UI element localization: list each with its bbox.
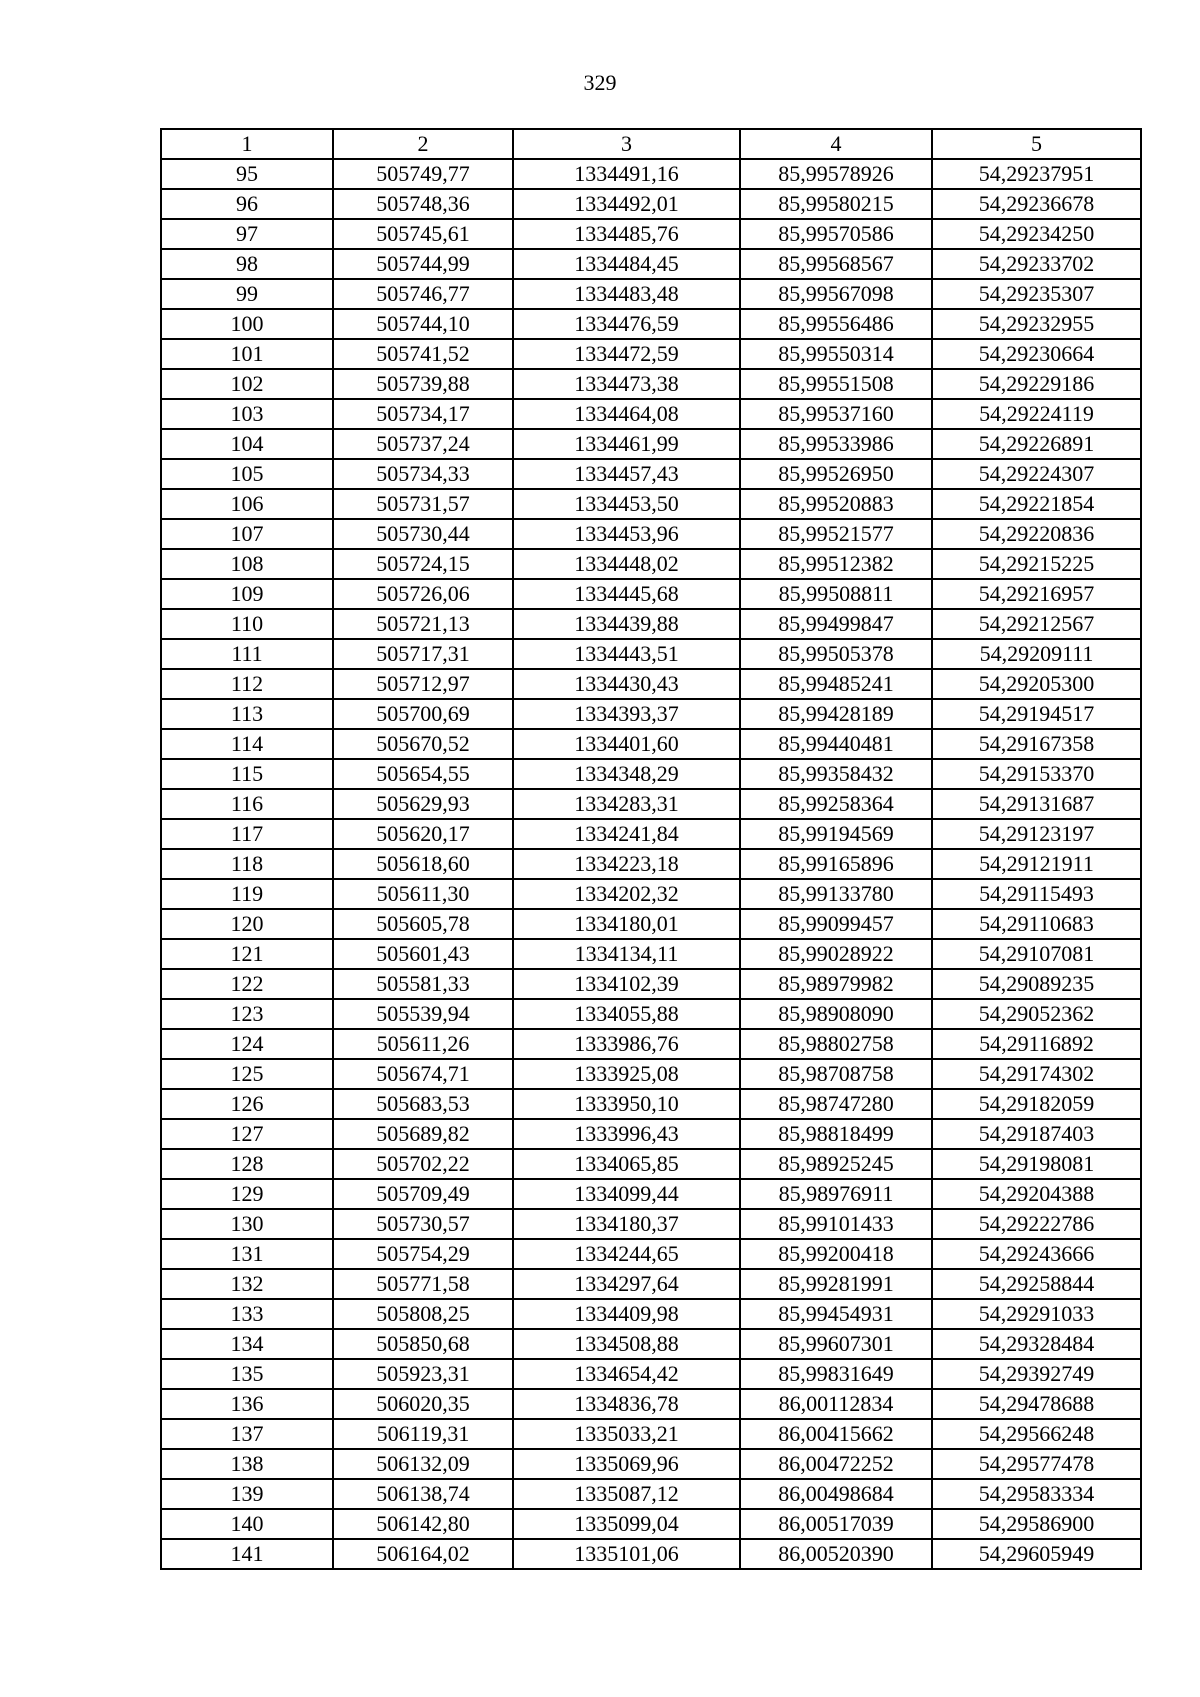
table-cell-col-4: 85,99831649 bbox=[740, 1359, 932, 1389]
table-cell-col-2: 505724,15 bbox=[333, 549, 513, 579]
header-col-4: 4 bbox=[740, 129, 932, 159]
table-cell-col-1: 123 bbox=[161, 999, 333, 1029]
table-row bbox=[161, 579, 1141, 609]
table-row bbox=[161, 549, 1141, 579]
table-row bbox=[161, 1119, 1141, 1149]
header-row bbox=[161, 129, 1141, 159]
table-cell-col-5: 54,29167358 bbox=[932, 729, 1141, 759]
table-cell-col-3: 1334445,68 bbox=[513, 579, 740, 609]
table-cell-col-1: 140 bbox=[161, 1509, 333, 1539]
table-cell-col-3: 1334180,01 bbox=[513, 909, 740, 939]
table-row bbox=[161, 429, 1141, 459]
table-cell-col-5: 54,29209111 bbox=[932, 639, 1141, 669]
table-cell-col-3: 1334244,65 bbox=[513, 1239, 740, 1269]
table-cell-col-4: 85,99194569 bbox=[740, 819, 932, 849]
table-cell-col-5: 54,29110683 bbox=[932, 909, 1141, 939]
table-cell-col-1: 101 bbox=[161, 339, 333, 369]
table-cell-col-4: 85,99550314 bbox=[740, 339, 932, 369]
table-cell-col-4: 86,00517039 bbox=[740, 1509, 932, 1539]
table-row bbox=[161, 1029, 1141, 1059]
table-cell-col-3: 1333996,43 bbox=[513, 1119, 740, 1149]
table-cell-col-3: 1334483,48 bbox=[513, 279, 740, 309]
table-cell-col-2: 505730,57 bbox=[333, 1209, 513, 1239]
table-cell-col-5: 54,29566248 bbox=[932, 1419, 1141, 1449]
table-row bbox=[161, 339, 1141, 369]
table-cell-col-5: 54,29123197 bbox=[932, 819, 1141, 849]
table-row bbox=[161, 1449, 1141, 1479]
table-cell-col-5: 54,29605949 bbox=[932, 1539, 1141, 1569]
table-cell-col-5: 54,29052362 bbox=[932, 999, 1141, 1029]
table-cell-col-5: 54,29229186 bbox=[932, 369, 1141, 399]
table-cell-col-4: 85,99440481 bbox=[740, 729, 932, 759]
table-cell-col-5: 54,29205300 bbox=[932, 669, 1141, 699]
table-cell-col-4: 85,99570586 bbox=[740, 219, 932, 249]
table-cell-col-1: 96 bbox=[161, 189, 333, 219]
table-cell-col-5: 54,29116892 bbox=[932, 1029, 1141, 1059]
table-cell-col-3: 1335033,21 bbox=[513, 1419, 740, 1449]
table-row bbox=[161, 1359, 1141, 1389]
table-row bbox=[161, 519, 1141, 549]
table-cell-col-3: 1334134,11 bbox=[513, 939, 740, 969]
table-cell-col-2: 505605,78 bbox=[333, 909, 513, 939]
table-cell-col-2: 505674,71 bbox=[333, 1059, 513, 1089]
table-cell-col-4: 85,99568567 bbox=[740, 249, 932, 279]
table-row bbox=[161, 999, 1141, 1029]
table-cell-col-1: 99 bbox=[161, 279, 333, 309]
table-cell-col-1: 122 bbox=[161, 969, 333, 999]
table-cell-col-2: 505702,22 bbox=[333, 1149, 513, 1179]
table-cell-col-4: 85,99537160 bbox=[740, 399, 932, 429]
table-cell-col-5: 54,29204388 bbox=[932, 1179, 1141, 1209]
table-cell-col-5: 54,29198081 bbox=[932, 1149, 1141, 1179]
table-cell-col-2: 505726,06 bbox=[333, 579, 513, 609]
table-cell-col-1: 117 bbox=[161, 819, 333, 849]
table-cell-col-4: 85,99258364 bbox=[740, 789, 932, 819]
table-cell-col-2: 505700,69 bbox=[333, 699, 513, 729]
table-cell-col-4: 85,98908090 bbox=[740, 999, 932, 1029]
table-cell-col-1: 111 bbox=[161, 639, 333, 669]
table-cell-col-2: 505746,77 bbox=[333, 279, 513, 309]
table-cell-col-2: 505741,52 bbox=[333, 339, 513, 369]
table-cell-col-2: 505748,36 bbox=[333, 189, 513, 219]
table-cell-col-5: 54,29222786 bbox=[932, 1209, 1141, 1239]
table-cell-col-2: 505734,33 bbox=[333, 459, 513, 489]
table-cell-col-1: 119 bbox=[161, 879, 333, 909]
table-cell-col-1: 112 bbox=[161, 669, 333, 699]
table-cell-col-1: 131 bbox=[161, 1239, 333, 1269]
table-cell-col-1: 110 bbox=[161, 609, 333, 639]
table-cell-col-4: 85,99567098 bbox=[740, 279, 932, 309]
table-cell-col-2: 506020,35 bbox=[333, 1389, 513, 1419]
table-cell-col-1: 97 bbox=[161, 219, 333, 249]
table-cell-col-1: 133 bbox=[161, 1299, 333, 1329]
table-cell-col-5: 54,29182059 bbox=[932, 1089, 1141, 1119]
table-cell-col-1: 130 bbox=[161, 1209, 333, 1239]
table-cell-col-2: 506132,09 bbox=[333, 1449, 513, 1479]
table-row bbox=[161, 819, 1141, 849]
table-cell-col-4: 85,99580215 bbox=[740, 189, 932, 219]
table-cell-col-1: 106 bbox=[161, 489, 333, 519]
table-cell-col-1: 127 bbox=[161, 1119, 333, 1149]
table-cell-col-4: 85,99428189 bbox=[740, 699, 932, 729]
table-cell-col-4: 86,00520390 bbox=[740, 1539, 932, 1569]
table-cell-col-3: 1334393,37 bbox=[513, 699, 740, 729]
table-row bbox=[161, 1179, 1141, 1209]
table-row bbox=[161, 1299, 1141, 1329]
table-cell-col-4: 85,99454931 bbox=[740, 1299, 932, 1329]
header-col-1: 1 bbox=[161, 129, 333, 159]
table-cell-col-5: 54,29220836 bbox=[932, 519, 1141, 549]
table-cell-col-1: 116 bbox=[161, 789, 333, 819]
table-cell-col-4: 85,99200418 bbox=[740, 1239, 932, 1269]
table-cell-col-4: 85,99520883 bbox=[740, 489, 932, 519]
table-cell-col-4: 85,99533986 bbox=[740, 429, 932, 459]
table-cell-col-1: 139 bbox=[161, 1479, 333, 1509]
table-cell-col-2: 505749,77 bbox=[333, 159, 513, 189]
table-cell-col-1: 132 bbox=[161, 1269, 333, 1299]
table-cell-col-3: 1334508,88 bbox=[513, 1329, 740, 1359]
table-cell-col-3: 1334473,38 bbox=[513, 369, 740, 399]
table-cell-col-5: 54,29107081 bbox=[932, 939, 1141, 969]
table-row bbox=[161, 969, 1141, 999]
table-cell-col-3: 1333986,76 bbox=[513, 1029, 740, 1059]
table-cell-col-1: 107 bbox=[161, 519, 333, 549]
table-cell-col-3: 1334836,78 bbox=[513, 1389, 740, 1419]
table-row bbox=[161, 789, 1141, 819]
table-cell-col-4: 85,98802758 bbox=[740, 1029, 932, 1059]
table-cell-col-5: 54,29121911 bbox=[932, 849, 1141, 879]
table-cell-col-3: 1334654,42 bbox=[513, 1359, 740, 1389]
table-cell-col-1: 102 bbox=[161, 369, 333, 399]
table-cell-col-5: 54,29226891 bbox=[932, 429, 1141, 459]
table-cell-col-4: 85,99526950 bbox=[740, 459, 932, 489]
table-cell-col-4: 85,98925245 bbox=[740, 1149, 932, 1179]
table-cell-col-2: 505629,93 bbox=[333, 789, 513, 819]
table-row bbox=[161, 1419, 1141, 1449]
table-row bbox=[161, 279, 1141, 309]
table-cell-col-1: 103 bbox=[161, 399, 333, 429]
table-cell-col-1: 95 bbox=[161, 159, 333, 189]
table-cell-col-3: 1334464,08 bbox=[513, 399, 740, 429]
table-cell-col-2: 505683,53 bbox=[333, 1089, 513, 1119]
table-cell-col-2: 505771,58 bbox=[333, 1269, 513, 1299]
table-cell-col-2: 505539,94 bbox=[333, 999, 513, 1029]
table-cell-col-1: 134 bbox=[161, 1329, 333, 1359]
table-cell-col-3: 1334099,44 bbox=[513, 1179, 740, 1209]
table-row bbox=[161, 879, 1141, 909]
table-cell-col-3: 1334453,96 bbox=[513, 519, 740, 549]
table-cell-col-1: 105 bbox=[161, 459, 333, 489]
table-cell-col-4: 86,00415662 bbox=[740, 1419, 932, 1449]
table-cell-col-5: 54,29089235 bbox=[932, 969, 1141, 999]
table-cell-col-5: 54,29392749 bbox=[932, 1359, 1141, 1389]
table-cell-col-2: 505717,31 bbox=[333, 639, 513, 669]
header-col-3: 3 bbox=[513, 129, 740, 159]
table-cell-col-4: 85,99499847 bbox=[740, 609, 932, 639]
table-row bbox=[161, 759, 1141, 789]
table-row bbox=[161, 1389, 1141, 1419]
table-row bbox=[161, 669, 1141, 699]
table-cell-col-3: 1334348,29 bbox=[513, 759, 740, 789]
table-cell-col-1: 125 bbox=[161, 1059, 333, 1089]
table-cell-col-3: 1333950,10 bbox=[513, 1089, 740, 1119]
table-cell-col-5: 54,29224307 bbox=[932, 459, 1141, 489]
table-cell-col-4: 86,00472252 bbox=[740, 1449, 932, 1479]
table-cell-col-4: 85,99281991 bbox=[740, 1269, 932, 1299]
table-row bbox=[161, 1329, 1141, 1359]
table-row bbox=[161, 159, 1141, 189]
table-cell-col-2: 505739,88 bbox=[333, 369, 513, 399]
table-cell-col-5: 54,29215225 bbox=[932, 549, 1141, 579]
table-cell-col-2: 506119,31 bbox=[333, 1419, 513, 1449]
table-cell-col-2: 505744,99 bbox=[333, 249, 513, 279]
table-cell-col-3: 1334055,88 bbox=[513, 999, 740, 1029]
table-row bbox=[161, 909, 1141, 939]
table-cell-col-3: 1334461,99 bbox=[513, 429, 740, 459]
table-cell-col-4: 85,99551508 bbox=[740, 369, 932, 399]
table-row bbox=[161, 1149, 1141, 1179]
table-cell-col-5: 54,29131687 bbox=[932, 789, 1141, 819]
table-row bbox=[161, 189, 1141, 219]
table-cell-col-5: 54,29291033 bbox=[932, 1299, 1141, 1329]
table-cell-col-1: 114 bbox=[161, 729, 333, 759]
table-cell-col-2: 505709,49 bbox=[333, 1179, 513, 1209]
table-cell-col-3: 1333925,08 bbox=[513, 1059, 740, 1089]
table-cell-col-1: 118 bbox=[161, 849, 333, 879]
table-cell-col-5: 54,29174302 bbox=[932, 1059, 1141, 1089]
table-cell-col-3: 1335087,12 bbox=[513, 1479, 740, 1509]
table-cell-col-5: 54,29115493 bbox=[932, 879, 1141, 909]
table-cell-col-5: 54,29153370 bbox=[932, 759, 1141, 789]
table-cell-col-3: 1335099,04 bbox=[513, 1509, 740, 1539]
page-number: 329 bbox=[583, 70, 617, 95]
table-row bbox=[161, 1239, 1141, 1269]
table-cell-col-4: 85,99358432 bbox=[740, 759, 932, 789]
table-cell-col-4: 85,99101433 bbox=[740, 1209, 932, 1239]
table-cell-col-1: 136 bbox=[161, 1389, 333, 1419]
table-row bbox=[161, 699, 1141, 729]
table-cell-col-3: 1334283,31 bbox=[513, 789, 740, 819]
table-cell-col-3: 1334241,84 bbox=[513, 819, 740, 849]
table-cell-col-4: 86,00498684 bbox=[740, 1479, 932, 1509]
table-cell-col-1: 113 bbox=[161, 699, 333, 729]
table-cell-col-3: 1334453,50 bbox=[513, 489, 740, 519]
table-cell-col-4: 85,99578926 bbox=[740, 159, 932, 189]
table-cell-col-2: 505923,31 bbox=[333, 1359, 513, 1389]
table-cell-col-2: 506138,74 bbox=[333, 1479, 513, 1509]
table-cell-col-1: 137 bbox=[161, 1419, 333, 1449]
table-cell-col-4: 85,98747280 bbox=[740, 1089, 932, 1119]
table-cell-col-1: 135 bbox=[161, 1359, 333, 1389]
table-cell-col-3: 1334180,37 bbox=[513, 1209, 740, 1239]
table-cell-col-4: 85,99133780 bbox=[740, 879, 932, 909]
table-cell-col-5: 54,29577478 bbox=[932, 1449, 1141, 1479]
table-cell-col-3: 1334409,98 bbox=[513, 1299, 740, 1329]
table-cell-col-3: 1334472,59 bbox=[513, 339, 740, 369]
table-cell-col-1: 120 bbox=[161, 909, 333, 939]
table-cell-col-3: 1334457,43 bbox=[513, 459, 740, 489]
table-cell-col-2: 505670,52 bbox=[333, 729, 513, 759]
table-cell-col-5: 54,29478688 bbox=[932, 1389, 1141, 1419]
table-cell-col-5: 54,29583334 bbox=[932, 1479, 1141, 1509]
table-cell-col-1: 104 bbox=[161, 429, 333, 459]
table-cell-col-5: 54,29243666 bbox=[932, 1239, 1141, 1269]
table-cell-col-3: 1335101,06 bbox=[513, 1539, 740, 1569]
table-cell-col-2: 505721,13 bbox=[333, 609, 513, 639]
table-row bbox=[161, 1539, 1141, 1569]
coordinates-table bbox=[160, 128, 1142, 1570]
table-cell-col-5: 54,29237951 bbox=[932, 159, 1141, 189]
table-cell-col-2: 505850,68 bbox=[333, 1329, 513, 1359]
table-cell-col-3: 1334485,76 bbox=[513, 219, 740, 249]
table-row bbox=[161, 1479, 1141, 1509]
table-cell-col-2: 505744,10 bbox=[333, 309, 513, 339]
table-cell-col-1: 126 bbox=[161, 1089, 333, 1119]
table-row bbox=[161, 849, 1141, 879]
table-cell-col-4: 85,99508811 bbox=[740, 579, 932, 609]
table-cell-col-3: 1334297,64 bbox=[513, 1269, 740, 1299]
table-cell-col-1: 124 bbox=[161, 1029, 333, 1059]
table-cell-col-5: 54,29234250 bbox=[932, 219, 1141, 249]
table-row bbox=[161, 309, 1141, 339]
table-row bbox=[161, 399, 1141, 429]
table-cell-col-1: 100 bbox=[161, 309, 333, 339]
table-cell-col-5: 54,29230664 bbox=[932, 339, 1141, 369]
table-cell-col-2: 506142,80 bbox=[333, 1509, 513, 1539]
table-row bbox=[161, 459, 1141, 489]
table-cell-col-2: 505611,30 bbox=[333, 879, 513, 909]
table-cell-col-4: 85,99556486 bbox=[740, 309, 932, 339]
table-cell-col-5: 54,29212567 bbox=[932, 609, 1141, 639]
table-cell-col-2: 505712,97 bbox=[333, 669, 513, 699]
table-cell-col-5: 54,29233702 bbox=[932, 249, 1141, 279]
table-cell-col-5: 54,29586900 bbox=[932, 1509, 1141, 1539]
table-cell-col-2: 506164,02 bbox=[333, 1539, 513, 1569]
table-cell-col-1: 138 bbox=[161, 1449, 333, 1479]
table-cell-col-2: 505734,17 bbox=[333, 399, 513, 429]
table-row bbox=[161, 1059, 1141, 1089]
table-cell-col-4: 85,98976911 bbox=[740, 1179, 932, 1209]
table-cell-col-2: 505730,44 bbox=[333, 519, 513, 549]
table-row bbox=[161, 1269, 1141, 1299]
table-cell-col-2: 505601,43 bbox=[333, 939, 513, 969]
table-cell-col-3: 1334443,51 bbox=[513, 639, 740, 669]
table-cell-col-2: 505737,24 bbox=[333, 429, 513, 459]
table-cell-col-2: 505731,57 bbox=[333, 489, 513, 519]
table-row bbox=[161, 729, 1141, 759]
table-row bbox=[161, 219, 1141, 249]
table-row bbox=[161, 489, 1141, 519]
table-cell-col-3: 1334448,02 bbox=[513, 549, 740, 579]
table-cell-col-2: 505654,55 bbox=[333, 759, 513, 789]
table-cell-col-4: 85,98979982 bbox=[740, 969, 932, 999]
table-cell-col-5: 54,29194517 bbox=[932, 699, 1141, 729]
table-cell-col-5: 54,29235307 bbox=[932, 279, 1141, 309]
table-cell-col-2: 505620,17 bbox=[333, 819, 513, 849]
table-cell-col-5: 54,29236678 bbox=[932, 189, 1141, 219]
table-cell-col-3: 1334223,18 bbox=[513, 849, 740, 879]
table-cell-col-4: 85,99028922 bbox=[740, 939, 932, 969]
table-row bbox=[161, 1089, 1141, 1119]
table-cell-col-3: 1334439,88 bbox=[513, 609, 740, 639]
table-cell-col-5: 54,29258844 bbox=[932, 1269, 1141, 1299]
table-cell-col-4: 85,98708758 bbox=[740, 1059, 932, 1089]
table-row bbox=[161, 249, 1141, 279]
table-cell-col-4: 85,99165896 bbox=[740, 849, 932, 879]
table-cell-col-4: 85,99505378 bbox=[740, 639, 932, 669]
table-row bbox=[161, 639, 1141, 669]
table-row bbox=[161, 1209, 1141, 1239]
header-col-5: 5 bbox=[932, 129, 1141, 159]
table-cell-col-4: 86,00112834 bbox=[740, 1389, 932, 1419]
table-cell-col-3: 1335069,96 bbox=[513, 1449, 740, 1479]
table-cell-col-2: 505581,33 bbox=[333, 969, 513, 999]
table-cell-col-1: 129 bbox=[161, 1179, 333, 1209]
table-row bbox=[161, 1509, 1141, 1539]
table-cell-col-1: 108 bbox=[161, 549, 333, 579]
table-cell-col-4: 85,99607301 bbox=[740, 1329, 932, 1359]
table-cell-col-3: 1334430,43 bbox=[513, 669, 740, 699]
table-cell-col-3: 1334065,85 bbox=[513, 1149, 740, 1179]
table-cell-col-5: 54,29187403 bbox=[932, 1119, 1141, 1149]
table-body bbox=[161, 159, 1141, 1569]
table-cell-col-3: 1334102,39 bbox=[513, 969, 740, 999]
table-cell-col-5: 54,29328484 bbox=[932, 1329, 1141, 1359]
table-cell-col-5: 54,29232955 bbox=[932, 309, 1141, 339]
table-cell-col-5: 54,29224119 bbox=[932, 399, 1141, 429]
table-row bbox=[161, 609, 1141, 639]
table-cell-col-1: 98 bbox=[161, 249, 333, 279]
table-cell-col-3: 1334492,01 bbox=[513, 189, 740, 219]
table-cell-col-2: 505745,61 bbox=[333, 219, 513, 249]
table-cell-col-4: 85,99485241 bbox=[740, 669, 932, 699]
table-cell-col-3: 1334401,60 bbox=[513, 729, 740, 759]
table-row bbox=[161, 939, 1141, 969]
table-cell-col-4: 85,99512382 bbox=[740, 549, 932, 579]
table-cell-col-5: 54,29221854 bbox=[932, 489, 1141, 519]
table-row bbox=[161, 369, 1141, 399]
table-cell-col-1: 141 bbox=[161, 1539, 333, 1569]
table-cell-col-2: 505689,82 bbox=[333, 1119, 513, 1149]
table-cell-col-3: 1334491,16 bbox=[513, 159, 740, 189]
table-cell-col-2: 505808,25 bbox=[333, 1299, 513, 1329]
table-cell-col-2: 505754,29 bbox=[333, 1239, 513, 1269]
table-cell-col-3: 1334484,45 bbox=[513, 249, 740, 279]
table-cell-col-3: 1334476,59 bbox=[513, 309, 740, 339]
table-cell-col-4: 85,99521577 bbox=[740, 519, 932, 549]
table-cell-col-1: 109 bbox=[161, 579, 333, 609]
table-cell-col-5: 54,29216957 bbox=[932, 579, 1141, 609]
table-cell-col-3: 1334202,32 bbox=[513, 879, 740, 909]
header-col-2: 2 bbox=[333, 129, 513, 159]
table-cell-col-1: 115 bbox=[161, 759, 333, 789]
table-cell-col-4: 85,98818499 bbox=[740, 1119, 932, 1149]
table-cell-col-1: 128 bbox=[161, 1149, 333, 1179]
table-cell-col-4: 85,99099457 bbox=[740, 909, 932, 939]
table-cell-col-2: 505618,60 bbox=[333, 849, 513, 879]
table-cell-col-1: 121 bbox=[161, 939, 333, 969]
table-cell-col-2: 505611,26 bbox=[333, 1029, 513, 1059]
table-header bbox=[161, 129, 1141, 159]
